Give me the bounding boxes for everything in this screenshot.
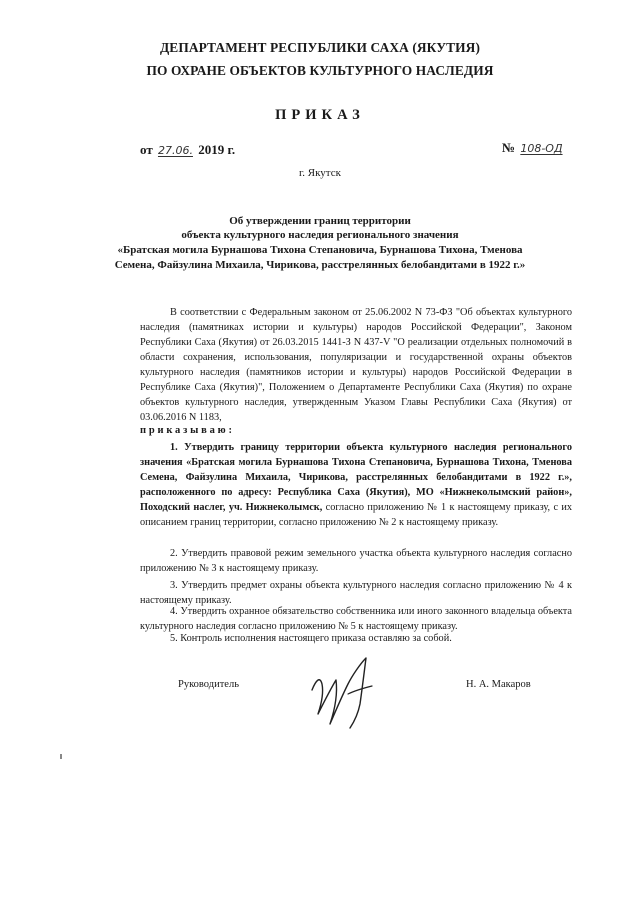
subject-line2: объекта культурного наследия регионального значения [181, 229, 459, 241]
department-name-line1: ДЕПАРТАМЕНТ РЕСПУБЛИКИ САХА (ЯКУТИЯ) [159, 40, 481, 55]
order-title: ПРИКАЗ [275, 107, 365, 123]
order-item-4: 4. Утвердить охранное обязательство собственника или иного законного владельца объекта культурного наследия согласно приложению № 5 к настоящему приказу. [140, 606, 572, 633]
date-handwritten: 27.06. [157, 144, 193, 157]
number-prefix: № [502, 140, 516, 155]
order-item-1-bold: 1. Утвердить границу территории объекта культурного наследия регионального значения «Братская могила Бурнашова Тихона Степановича, Бурнашова Тихона, Тменова Семена, Файзулина Михаила, Чирикова, расстрелянных белобандитами в 1922 г.», расположенного по адресу: Республика Саха (Якутия), МО «Нижнеколымский район», Походский наслег, уч. Нижнеколымск, [140, 442, 572, 514]
decree-word: приказываю: [140, 425, 235, 436]
order-item-3: 3. Утвердить предмет охраны объекта культурного наследия согласно приложению № 4 к настоящему приказу. [140, 580, 572, 607]
city: г. Якутск [299, 167, 341, 179]
signer-name: Н. А. Макаров [466, 679, 531, 690]
signer-role: Руководитель [178, 679, 239, 690]
order-item-5: 5. Контроль исполнения настоящего приказа оставляю за собой. [170, 633, 452, 644]
date-suffix: 2019 г. [198, 142, 236, 157]
subject-line3: «Братская могила Бурнашова Тихона Степановича, Бурнашова Тихона, Тменова [117, 244, 523, 256]
order-item-1-rest: согласно приложению № 1 к настоящему приказу, с их описанием границ территории, согласно приложению № 2 к настоящему приказу. [140, 502, 572, 529]
department-name-line2: ПО ОХРАНЕ ОБЪЕКТОВ КУЛЬТУРНОГО НАСЛЕДИЯ [146, 63, 494, 78]
subject-line1: Об утверждении границ территории [229, 215, 411, 227]
order-item-1 [140, 440, 572, 530]
order-number [502, 140, 565, 156]
date-prefix: от [140, 142, 153, 157]
handwritten-signature [290, 650, 410, 730]
order-date [140, 142, 235, 158]
margin-mark [60, 754, 62, 759]
number-handwritten: 108-ОД [520, 142, 563, 155]
preamble-paragraph: В соответствии с Федеральным законом от 25.06.2002 N 73-ФЗ "Об объектах культурного наследия (памятниках истории и культуры) народов Российской Федерации", Законом Республики Саха (Якутия) от 26.03.2015 1441-З N 437-V "О реализации отдельных полномочий в области сохранения, использования, популяризации и государственной охраны объектов культурного наследия (памятников истории и культуры) народов Российской Федерации в Республике Саха (Якутия)", Положением о Департаменте Республики Саха (Якутия) по охране объектов культурного наследия, утвержденным Указом Главы Республики Саха (Якутия) от 03.06.2016 N 1183, [140, 307, 572, 424]
subject-line4: Семена, Файзулина Михаила, Чирикова, расстрелянных белобандитами в 1922 г.» [114, 259, 526, 271]
order-item-2: 2. Утвердить правовой режим земельного участка объекта культурного наследия согласно приложению № 3 к настоящему приказу. [140, 548, 572, 575]
